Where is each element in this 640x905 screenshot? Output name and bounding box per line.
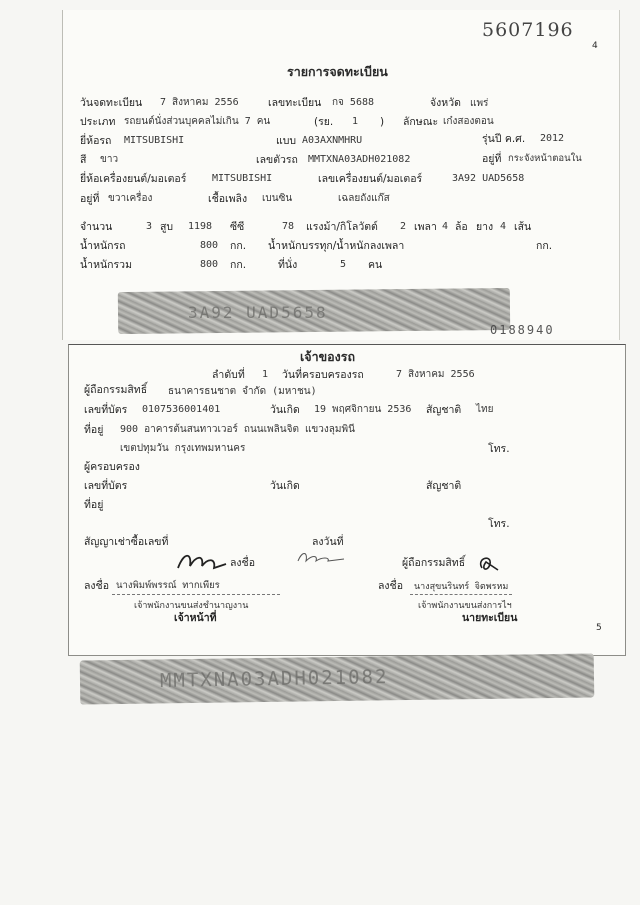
cylinders: 3 xyxy=(146,221,153,232)
load-label: น้ำหนักบรรทุก/น้ำหนักลงเพลา xyxy=(268,240,405,252)
sign-label-top-left: ลงชื่อ xyxy=(230,557,255,569)
left-signer-role: เจ้าหน้าที่ xyxy=(174,612,217,624)
owner-address-line1: 900 อาคารต้นสนทาวเวอร์ ถนนเพลินจิต แขวงลุมพินี xyxy=(120,424,355,435)
weight-label: น้ำหนักรถ xyxy=(80,240,126,252)
rb-value: 1 xyxy=(352,116,359,127)
fuel: เบนซิน xyxy=(262,193,293,204)
owner-id-label: เลขที่บัตร xyxy=(84,404,128,416)
owner-title: เจ้าของรถ xyxy=(300,349,356,364)
type-value: รถยนต์นั่งส่วนบุคคลไม่เกิน 7 คน xyxy=(124,116,271,127)
year-label: รุ่นปี ค.ศ. xyxy=(482,133,526,145)
horsepower: 78 xyxy=(282,221,295,232)
brand-label: ยี่ห้อรถ xyxy=(80,135,112,147)
tape-top-tail: 0188940 xyxy=(490,323,555,337)
signature-registrar-top xyxy=(294,549,348,567)
owner-nation-label: สัญชาติ xyxy=(426,404,462,416)
tires: 4 xyxy=(500,221,507,232)
wheels: 4 xyxy=(442,221,449,232)
right-signer-role: นายทะเบียน xyxy=(462,612,518,624)
model: A03AXNMHRU xyxy=(302,135,363,146)
reg-no-label: เลขทะเบียน xyxy=(268,97,322,109)
style-value: เก๋งสองตอน xyxy=(443,116,494,127)
engine-no: 3A92 UAD5658 xyxy=(452,173,525,184)
chassis: MMTXNA03ADH021082 xyxy=(308,154,411,165)
fuel-extra: เฉลยถังแก๊ส xyxy=(338,193,390,204)
reg-date-label: วันจดทะเบียน xyxy=(80,97,143,109)
province-label: จังหวัด xyxy=(430,97,461,109)
chassis-location: กระจังหน้าตอนใน xyxy=(508,153,582,164)
wheels-label: ล้อ xyxy=(455,221,468,233)
tape-bottom-text: MMTXNA03ADH021082 xyxy=(159,666,389,692)
registration-title: รายการจดทะเบียน xyxy=(287,64,388,79)
owner-tel-label: โทร. xyxy=(488,443,510,455)
fuel-label: เชื้อเพลิง xyxy=(208,193,248,205)
gross-unit: กก. xyxy=(230,259,247,271)
owner-id: 0107536001401 xyxy=(142,404,221,415)
signature-officer-top xyxy=(174,548,230,576)
owner-name: ธนาคารธนชาต จำกัด (มหาชน) xyxy=(168,386,317,397)
engine-brand-label: ยี่ห้อเครื่องยนต์/มอเตอร์ xyxy=(80,173,187,185)
possessor-id-label: เลขที่บัตร xyxy=(84,480,128,492)
left-signer-title: เจ้าพนักงานขนส่งชำนาญงาน xyxy=(134,601,249,611)
reg-date: 7 สิงหาคม 2556 xyxy=(160,97,239,108)
possessor-birth-label: วันเกิด xyxy=(270,480,300,492)
rb-close: ) xyxy=(380,116,385,128)
page-mark-bottom: 5 xyxy=(596,623,602,633)
right-signer-title: เจ้าพนักงานขนส่งการไฯ xyxy=(418,601,512,611)
right-signature-line xyxy=(410,594,512,595)
contract-label: สัญญาเช่าซื้อเลขที่ xyxy=(84,536,169,548)
quantity-label: จำนวน xyxy=(80,221,113,233)
cc-label: ซีซี xyxy=(230,221,245,233)
tires-label: ยาง xyxy=(476,221,494,233)
left-signer-name: นางพิมพ์พรรณ์ ทากเพียร xyxy=(116,580,220,591)
cylinders-label: สูบ xyxy=(160,221,174,233)
cc: 1198 xyxy=(188,221,213,232)
owner-birth-label: วันเกิด xyxy=(270,404,300,416)
owner-sign-label: ผู้ถือกรรมสิทธิ์ xyxy=(402,557,466,569)
owner-address-line2: เขตปทุมวัน กรุงเทพมหานคร xyxy=(120,443,246,454)
page-mark-top: 4 xyxy=(592,41,598,51)
color: ขาว xyxy=(100,154,119,165)
tires-unit: เส้น xyxy=(514,221,532,233)
reg-no: กจ 5688 xyxy=(332,97,375,108)
possessor-label: ผู้ครอบครอง xyxy=(84,461,140,473)
engine-brand: MITSUBISHI xyxy=(212,173,273,184)
sign-label-left: ลงชื่อ xyxy=(84,580,109,592)
owner-birth: 19 พฤศจิกายน 2536 xyxy=(314,404,412,415)
possessor-nation-label: สัญชาติ xyxy=(426,480,462,492)
seats: 5 xyxy=(340,259,347,270)
engine-location: ขวาเครื่อง xyxy=(108,193,153,204)
axles: 2 xyxy=(400,221,407,232)
type-label: ประเภท xyxy=(80,116,116,128)
rb-label: (รย. xyxy=(314,116,334,128)
engine-no-label: เลขเครื่องยนต์/มอเตอร์ xyxy=(318,173,423,185)
owner-nation: ไทย xyxy=(476,404,494,415)
owner-label: ผู้ถือกรรมสิทธิ์ xyxy=(84,384,148,396)
axles-label: เพลา xyxy=(414,221,437,233)
load-unit: กก. xyxy=(536,240,553,252)
order: 1 xyxy=(262,369,269,380)
signature-owner xyxy=(474,552,504,576)
sign-label-right: ลงชื่อ xyxy=(378,580,403,592)
gross-label: น้ำหนักรวม xyxy=(80,259,132,271)
order-label: ลำดับที่ xyxy=(212,369,245,381)
brand: MITSUBISHI xyxy=(124,135,185,146)
right-signer-name: นางสุขนรินทร์ จิตพรหม xyxy=(414,582,509,592)
contract-date-label: ลงวันที่ xyxy=(312,536,344,548)
possessor-address-label: ที่อยู่ xyxy=(84,499,104,511)
chassis-label: เลขตัวรถ xyxy=(256,154,298,166)
style-label: ลักษณะ xyxy=(403,116,439,128)
model-label: แบบ xyxy=(276,135,297,147)
seats-label: ที่นั่ง xyxy=(278,259,298,271)
weight-unit: กก. xyxy=(230,240,247,252)
weight: 800 xyxy=(200,240,219,251)
owner-address-label: ที่อยู่ xyxy=(84,424,104,436)
left-signature-line xyxy=(112,594,280,595)
seats-unit: คน xyxy=(368,259,383,271)
gross: 800 xyxy=(200,259,219,270)
possessor-tel-label: โทร. xyxy=(488,518,510,530)
color-label: สี xyxy=(80,154,87,166)
possess-date: 7 สิงหาคม 2556 xyxy=(396,369,475,380)
chassis-location-label: อยู่ที่ xyxy=(482,153,502,165)
possess-date-label: วันที่ครอบครองรถ xyxy=(282,369,364,381)
handwritten-number: 5607196 xyxy=(482,19,574,41)
province: แพร่ xyxy=(470,98,489,109)
year: 2012 xyxy=(540,133,565,144)
horsepower-label: แรงม้า/กิโลวัตต์ xyxy=(306,221,378,233)
engine-location-label: อยู่ที่ xyxy=(80,193,100,205)
tape-top-text: 3A92 UAD5658 xyxy=(188,303,328,322)
